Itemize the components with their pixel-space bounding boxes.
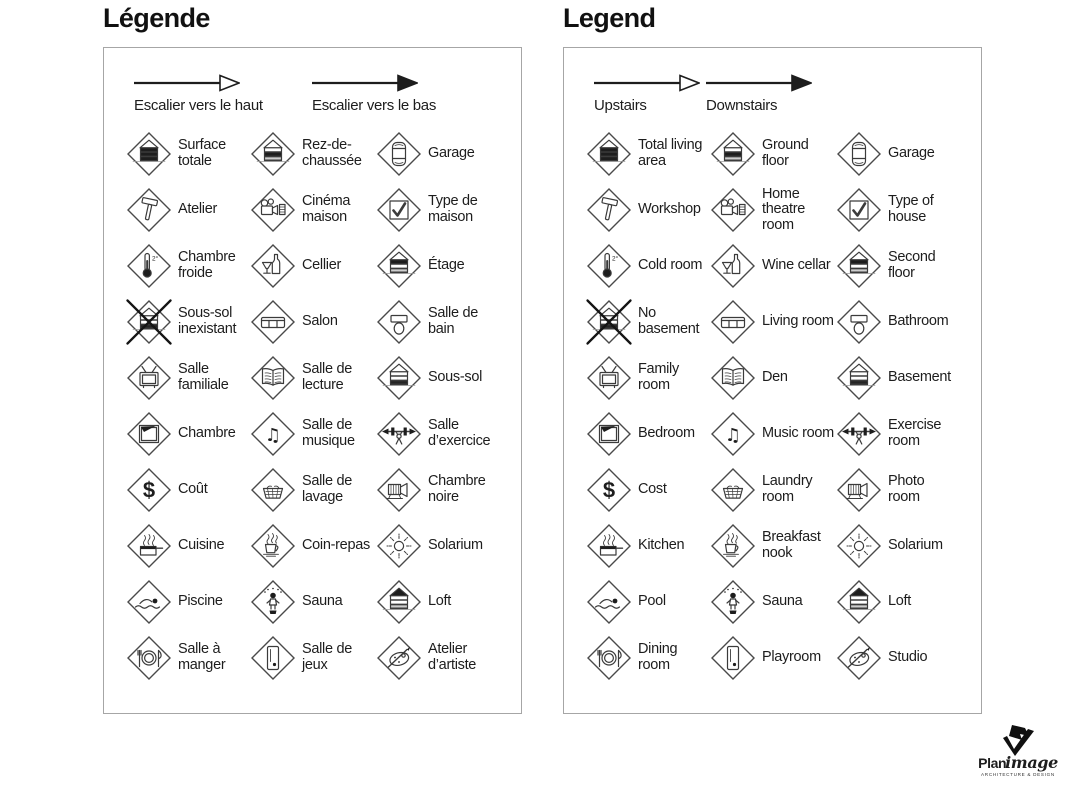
legend-item xyxy=(710,243,836,289)
legend-item-label: Basement xyxy=(888,369,951,386)
second-floor-icon xyxy=(376,243,422,289)
bedroom-icon xyxy=(586,411,632,457)
total-living-area-icon xyxy=(586,131,632,177)
legend-item xyxy=(710,635,836,681)
legend-item-label: Breakfast nook xyxy=(762,529,821,561)
legend-item xyxy=(126,187,250,233)
legend-item-label: Studio xyxy=(888,649,928,666)
legend-item-label: Salle à manger xyxy=(178,641,226,673)
legend-item xyxy=(586,243,710,289)
stairs-arrows-row xyxy=(564,48,981,120)
svg-text:♫: ♫ xyxy=(264,425,282,446)
legend-item-label: Salon xyxy=(302,313,338,330)
legend-item-label: Chambre noire xyxy=(428,473,486,505)
legend-item xyxy=(586,635,710,681)
planimage-brand: Planimage xyxy=(978,753,1058,772)
legend-item-label: Salle de lecture xyxy=(302,361,352,393)
stairs-down-label: Downstairs xyxy=(706,97,778,114)
legend-item-label: Living room xyxy=(762,313,834,330)
legend-item xyxy=(250,579,376,625)
music-room-icon xyxy=(250,411,296,457)
legend-item-label: Salle de bain xyxy=(428,305,478,337)
legend-item xyxy=(586,411,710,457)
legend-item xyxy=(586,523,710,569)
family-room-icon xyxy=(586,355,632,401)
legend-item xyxy=(250,635,376,681)
legend-item xyxy=(586,131,710,177)
basement-icon xyxy=(376,355,422,401)
legend-item xyxy=(126,299,250,345)
legend-item xyxy=(836,579,957,625)
den-icon xyxy=(250,355,296,401)
legend-item-label: Étage xyxy=(428,257,465,274)
wine-cellar-icon xyxy=(250,243,296,289)
legend-item xyxy=(710,299,836,345)
svg-text:2°: 2° xyxy=(152,255,159,263)
english-legend-title: Legend xyxy=(563,3,656,33)
legend-item xyxy=(250,299,376,345)
garage-icon xyxy=(376,131,422,177)
bathroom-icon xyxy=(376,299,422,345)
no-basement-icon xyxy=(126,299,172,345)
stairs-up-legend xyxy=(134,74,312,114)
legend-item-label: Sous-sol inexistant xyxy=(178,305,237,337)
family-room-icon xyxy=(126,355,172,401)
legend-item-label: Cold room xyxy=(638,257,703,274)
legend-item xyxy=(250,411,376,457)
legend-item-label: Sauna xyxy=(762,593,803,610)
legend-item-label: Den xyxy=(762,369,788,386)
legend-item-label: Family room xyxy=(638,361,679,393)
stairs-down-legend xyxy=(312,74,436,114)
legend-item-label: Bathroom xyxy=(888,313,949,330)
legend-item-label: Salle de jeux xyxy=(302,641,352,673)
legend-item-label: Chambre froide xyxy=(178,249,236,281)
legend-item xyxy=(710,411,836,457)
legend-item xyxy=(836,635,957,681)
bathroom-icon xyxy=(836,299,882,345)
workshop-icon xyxy=(586,187,632,233)
kitchen-icon xyxy=(126,523,172,569)
photo-room-icon xyxy=(836,467,882,513)
legend-item xyxy=(836,187,957,233)
legend-item-label: Atelier d’artiste xyxy=(428,641,477,673)
legend-item xyxy=(710,187,836,234)
legend-item xyxy=(376,187,497,233)
exercise-room-icon xyxy=(376,411,422,457)
legend-item xyxy=(710,467,836,513)
legend-item-label: Exercise room xyxy=(888,417,942,449)
studio-icon xyxy=(836,635,882,681)
legend-item xyxy=(376,467,497,513)
home-theatre-icon xyxy=(250,187,296,233)
legend-item xyxy=(126,635,250,681)
stairs-up-arrow-icon xyxy=(594,74,700,92)
stairs-up-legend xyxy=(594,74,706,114)
legend-item xyxy=(250,187,376,233)
type-of-house-icon xyxy=(836,187,882,233)
legend-item-label: Type de maison xyxy=(428,193,478,225)
legend-item-label: Salle d’exercice xyxy=(428,417,491,449)
legend-item-label: Salle de musique xyxy=(302,417,355,449)
svg-text:2°: 2° xyxy=(612,255,619,263)
legend-item xyxy=(126,579,250,625)
legend-item xyxy=(586,579,710,625)
svg-text:$: $ xyxy=(602,477,616,503)
legend-item xyxy=(836,355,957,401)
loft-icon xyxy=(376,579,422,625)
photo-room-icon xyxy=(376,467,422,513)
legend-item xyxy=(126,243,250,289)
cost-icon xyxy=(126,467,172,513)
legend-item-label: Chambre xyxy=(178,425,236,442)
legend-item xyxy=(126,523,250,569)
french-legend-title: Légende xyxy=(103,3,210,33)
living-room-icon xyxy=(250,299,296,345)
legend-item xyxy=(586,467,710,513)
legend-item-label: No basement xyxy=(638,305,700,337)
pool-icon xyxy=(126,579,172,625)
legend-item-label: Laundry room xyxy=(762,473,813,505)
legend-item xyxy=(836,523,957,569)
legend-item xyxy=(376,579,497,625)
wine-cellar-icon xyxy=(710,243,756,289)
studio-icon xyxy=(376,635,422,681)
laundry-room-icon xyxy=(710,467,756,513)
dining-room-icon xyxy=(126,635,172,681)
legend-item xyxy=(376,299,497,345)
legend-item-label: Atelier xyxy=(178,201,217,218)
svg-text:$: $ xyxy=(142,477,156,503)
stairs-up-arrow-icon xyxy=(134,74,240,92)
legend-item-label: Solarium xyxy=(428,537,483,554)
english-legend-items xyxy=(564,120,981,686)
dining-room-icon xyxy=(586,635,632,681)
legend-item xyxy=(586,355,710,401)
legend-item-label: Photo room xyxy=(888,473,925,505)
legend-item xyxy=(250,131,376,177)
basement-icon xyxy=(836,355,882,401)
legend-item-label: Ground floor xyxy=(762,137,809,169)
legend-item-label: Solarium xyxy=(888,537,943,554)
legend-item xyxy=(836,411,957,457)
legend-item-label: Type of house xyxy=(888,193,934,225)
type-of-house-icon xyxy=(376,187,422,233)
legend-item-label: Surface totale xyxy=(178,137,226,169)
cost-icon xyxy=(586,467,632,513)
legend-item xyxy=(836,299,957,345)
legend-item-label: Total living area xyxy=(638,137,703,169)
legend-item xyxy=(250,355,376,401)
legend-item-label: Home theatre room xyxy=(762,185,806,233)
planimage-tagline: ARCHITECTURE & DESIGN xyxy=(981,772,1055,777)
planimage-logo xyxy=(970,725,1066,777)
legend-item-label: Coin-repas xyxy=(302,537,370,554)
legend-item xyxy=(376,523,497,569)
legend-item-label: Coût xyxy=(178,481,208,498)
home-theatre-icon xyxy=(710,187,756,233)
legend-item-label: Garage xyxy=(428,145,475,162)
second-floor-icon xyxy=(836,243,882,289)
legend-item xyxy=(250,243,376,289)
ground-floor-icon xyxy=(710,131,756,177)
legend-item xyxy=(710,131,836,177)
breakfast-nook-icon xyxy=(710,523,756,569)
total-living-area-icon xyxy=(126,131,172,177)
legend-item xyxy=(126,411,250,457)
legend-item-label: Rez-de-chaussée xyxy=(302,137,362,169)
sauna-icon xyxy=(710,579,756,625)
legend-item xyxy=(126,355,250,401)
legend-item xyxy=(836,131,957,177)
music-room-icon xyxy=(710,411,756,457)
legend-item-label: Piscine xyxy=(178,593,223,610)
legend-item xyxy=(376,243,497,289)
solarium-icon xyxy=(836,523,882,569)
legend-item-label: Second floor xyxy=(888,249,936,281)
legend-item-label: Sous-sol xyxy=(428,369,483,386)
legend-item xyxy=(710,523,836,569)
playroom-icon xyxy=(710,635,756,681)
legend-item xyxy=(250,467,376,513)
legend-item-label: Playroom xyxy=(762,649,821,666)
stairs-arrows-row xyxy=(104,48,521,120)
no-basement-icon xyxy=(586,299,632,345)
svg-text:♫: ♫ xyxy=(724,425,742,446)
legend-item xyxy=(836,243,957,289)
legend-item-label: Pool xyxy=(638,593,666,610)
legend-item xyxy=(376,635,497,681)
garage-icon xyxy=(836,131,882,177)
legend-item xyxy=(376,355,497,401)
legend-item-label: Loft xyxy=(428,593,451,610)
legend-item-label: Music room xyxy=(762,425,834,442)
legend-item xyxy=(376,411,497,457)
legend-item xyxy=(126,131,250,177)
loft-icon xyxy=(836,579,882,625)
legend-item-label: Salle de lavage xyxy=(302,473,352,505)
legend-item xyxy=(126,467,250,513)
legend-item-label: Wine cellar xyxy=(762,257,831,274)
pool-icon xyxy=(586,579,632,625)
stairs-up-label: Escalier vers le haut xyxy=(134,97,263,114)
kitchen-icon xyxy=(586,523,632,569)
legend-item xyxy=(710,355,836,401)
legend-item-label: Loft xyxy=(888,593,911,610)
legend-item-label: Sauna xyxy=(302,593,343,610)
legend-item-label: Cuisine xyxy=(178,537,225,554)
stairs-down-arrow-icon xyxy=(312,74,418,92)
den-icon xyxy=(710,355,756,401)
cold-room-icon xyxy=(126,243,172,289)
legend-item-label: Workshop xyxy=(638,201,701,218)
french-legend-items xyxy=(104,120,521,686)
stairs-down-legend xyxy=(706,74,812,114)
legend-item xyxy=(586,299,710,345)
legend-item-label: Dining room xyxy=(638,641,678,673)
breakfast-nook-icon xyxy=(250,523,296,569)
bedroom-icon xyxy=(126,411,172,457)
playroom-icon xyxy=(250,635,296,681)
workshop-icon xyxy=(126,187,172,233)
living-room-icon xyxy=(710,299,756,345)
legend-item-label: Cinéma maison xyxy=(302,193,351,225)
english-legend-panel xyxy=(563,47,982,714)
legend-item xyxy=(836,467,957,513)
sauna-icon xyxy=(250,579,296,625)
stairs-down-arrow-icon xyxy=(706,74,812,92)
legend-item-label: Kitchen xyxy=(638,537,685,554)
legend-item xyxy=(376,131,497,177)
legend-item-label: Cost xyxy=(638,481,667,498)
legend-item-label: Salle familiale xyxy=(178,361,229,393)
legend-item-label: Cellier xyxy=(302,257,341,274)
laundry-room-icon xyxy=(250,467,296,513)
stairs-down-label: Escalier vers le bas xyxy=(312,97,437,114)
french-legend-panel xyxy=(103,47,522,714)
exercise-room-icon xyxy=(836,411,882,457)
legend-item-label: Bedroom xyxy=(638,425,695,442)
legend-item xyxy=(586,187,710,233)
stairs-up-label: Upstairs xyxy=(594,97,647,114)
solarium-icon xyxy=(376,523,422,569)
ground-floor-icon xyxy=(250,131,296,177)
legend-item-label: Garage xyxy=(888,145,935,162)
cold-room-icon xyxy=(586,243,632,289)
legend-item xyxy=(250,523,376,569)
legend-item xyxy=(710,579,836,625)
